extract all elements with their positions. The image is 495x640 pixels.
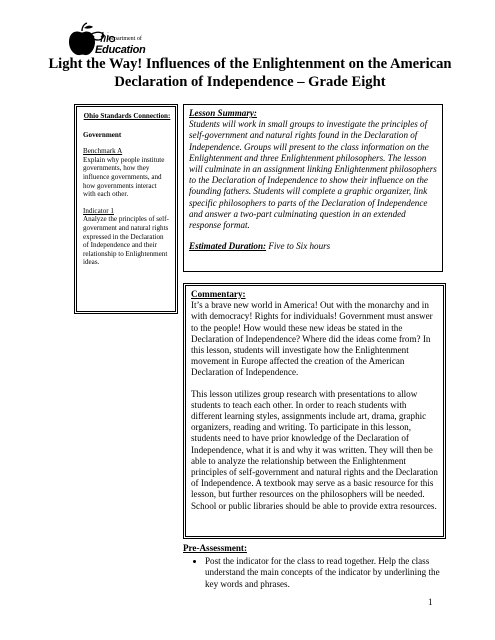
pre-assessment-heading: Pre-Assessment: bbox=[183, 543, 247, 553]
commentary-paragraph-2: This lesson utilizes group research with presentations to allow students to teach each other. In order to reach students with different learning styles, assignments include art, drama, graphic organizers, reading and writing. To participate in this lesson, students need to have prior knowledge of the Declaration of Independence, what it is and why it was written. They will then be able to analyze the relationship between the Enlightenment principles of self-government and natural rights and the Declaration of Independence. A textbook may serve as a basic resource for this lesson, but further resources on the philosophers will be needed. School or public libraries should be able to provide extra resources. bbox=[191, 388, 438, 511]
list-item: • Post the indicator for the class to read together. Help the class understand the main concepts of the indicator by underlining the key words and phrases. bbox=[205, 556, 443, 590]
education-label: Education bbox=[95, 44, 146, 56]
duration-label: Estimated Duration: bbox=[189, 241, 267, 252]
page-title bbox=[40, 55, 460, 91]
standards-heading: Ohio Standards Connection: bbox=[83, 112, 171, 120]
estimated-duration bbox=[189, 241, 437, 252]
lesson-summary-text: Students will work in small groups to investigate the principles of self-government and natural rights found in the Declaration of Independence. Groups will present to the class information on the Enlightenment and three Enlightenment philosophers. The lesson will culminate in an assignment linking Enlightenment philosophers to the Declaration of Independence to show their influence on the founding fathers. Students will complete a graphic organizer, link specific philosophers to parts of the Declaration of Independence and answer a two-part culminating question in an extended response format. bbox=[189, 119, 437, 231]
page-number: 1 bbox=[428, 597, 433, 607]
indicator-label: Indicator 1 bbox=[83, 206, 114, 215]
commentary-heading: Commentary: bbox=[191, 289, 246, 299]
pre-assessment-list bbox=[183, 556, 443, 590]
title-line-1: Light the Way! Influences of the Enlightenment on the American bbox=[48, 56, 452, 72]
title-line-2: Declaration of Independence – Grade Eight bbox=[114, 74, 386, 90]
pre-assessment-section bbox=[183, 543, 443, 590]
lesson-summary-box bbox=[183, 104, 443, 272]
department-label: Department of bbox=[107, 36, 142, 42]
standards-section: Government bbox=[83, 130, 122, 139]
commentary-paragraph-1: It’s a brave new world in America! Out with the monarchy and in with democracy! Rights for individuals! Government must answer to the people! How would these new ideas be stated in the Declaration of Independence? Where did the ideas come from? In this lesson, students will investigate how the Enlightenment movement in Europe affected the creation of the American Declaration of Independence. bbox=[191, 300, 433, 378]
benchmark-label: Benchmark A bbox=[83, 147, 123, 156]
duration-value: Five to Six hours bbox=[268, 241, 331, 252]
ohio-education-logo bbox=[67, 20, 146, 60]
commentary-box bbox=[183, 283, 446, 539]
lesson-summary-heading: Lesson Summary: bbox=[189, 108, 257, 118]
benchmark-text: Explain why people institute governments, how they influence governments, and how governments interact with each other. bbox=[83, 155, 165, 199]
standards-box bbox=[74, 104, 178, 314]
indicator-text: Analyze the principles of self-government and natural rights expressed in the Declaration of Independence and their relationship to Enlightenment ideas. bbox=[83, 215, 169, 267]
